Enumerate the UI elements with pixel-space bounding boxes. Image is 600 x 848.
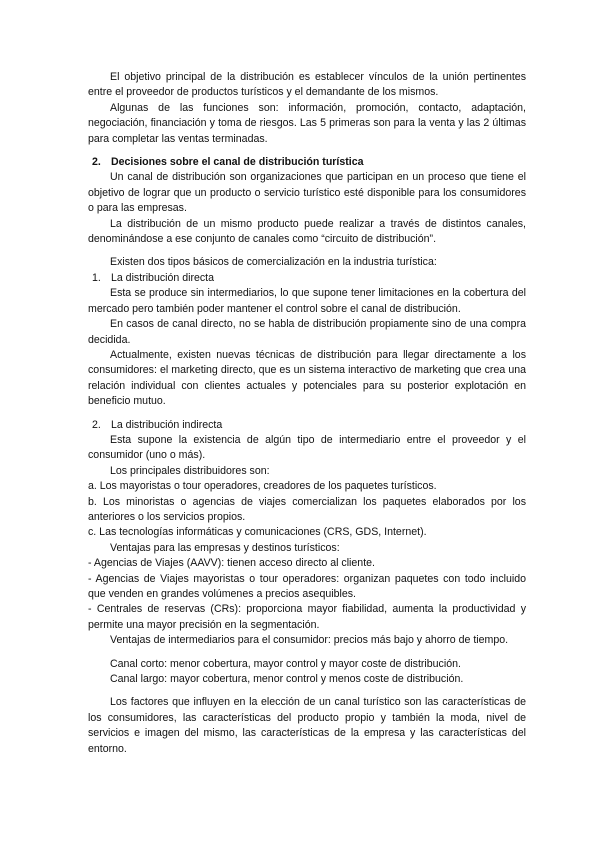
section-number: 2.	[92, 156, 101, 169]
advantage-item: - Agencias de Viajes mayoristas o tour operadores: organizan paquetes con todo incluido que venden en grandes volúmenes a precios asequibles.	[88, 572, 526, 600]
indirect-title: La distribución indirecta	[110, 418, 223, 431]
distributor-item: c. Las tecnologías informáticas y comunicaciones (CRS, GDS, Internet).	[88, 526, 427, 539]
consumer-advantages: Ventajas de intermediarios para el consumidor: precios más bajo y ahorro de tiempo.	[110, 634, 509, 647]
section-paragraph-3: Existen dos tipos básicos de comercialización en la industria turística:	[110, 256, 437, 269]
direct-paragraph-3: Actualmente, existen nuevas técnicas de distribución para llegar directamente a los consumidores: el marketing directo, que es un sistema interactivo de marketing que crea una relación individual con clientes actuales y potenciales para su posterior explotación en beneficio mutuo.	[88, 348, 526, 408]
intro-paragraph-2: Algunas de las funciones son: información, promoción, contacto, adaptación, negociación, financiación y toma de riesgos. Las 5 primeras son para la venta y las 2 últimas para completar las ventas terminadas.	[88, 101, 526, 145]
indirect-number: 2.	[92, 418, 101, 431]
channel-short: Canal corto: menor cobertura, mayor control y mayor coste de distribución.	[110, 657, 461, 670]
channel-long: Canal largo: mayor cobertura, menor control y menos coste de distribución.	[110, 673, 464, 686]
advantages-title: Ventajas para las empresas y destinos turísticos:	[110, 541, 340, 554]
indirect-paragraph-2: Los principales distribuidores son:	[110, 464, 270, 477]
direct-paragraph-2: En casos de canal directo, no se habla de distribución propiamente sino de una compra decidida.	[88, 318, 526, 346]
direct-paragraph-1: Esta se produce sin intermediarios, lo que supone tener limitaciones en la cobertura del mercado pero también poder mantener el control sobre el canal de distribución.	[88, 287, 526, 315]
intro-paragraph-1: El objetivo principal de la distribución es establecer vínculos de la unión pertinentes entre el proveedor de productos turísticos y el demandante de los mismos.	[88, 71, 526, 99]
section-heading	[88, 155, 526, 170]
section-paragraph-1: Un canal de distribución son organizaciones que participan en un proceso que tiene el objetivo de lograr que un producto o servicio turístico esté disponible para los consumidores o para las empresas.	[88, 171, 526, 215]
indirect-heading	[88, 418, 526, 433]
direct-title: La distribución directa	[110, 271, 215, 284]
advantage-item: - Centrales de reservas (CRs): proporciona mayor fiabilidad, aumenta la productividad y permite una mayor precisión en la segmentación.	[88, 603, 526, 631]
indirect-paragraph-1: Esta supone la existencia de algún tipo de intermediario entre el proveedor y el consumidor (uno o más).	[88, 433, 526, 462]
distributor-item: a. Los mayoristas o tour operadores, creadores de los paquetes turísticos.	[88, 480, 437, 493]
direct-number: 1.	[92, 271, 101, 284]
section-paragraph-2: La distribución de un mismo producto puede realizar a través de distintos canales, denominándose a ese conjunto de canales como “circuito de distribución”.	[88, 217, 526, 246]
section-title: Decisiones sobre el canal de distribución turística	[110, 156, 364, 169]
direct-heading	[88, 271, 526, 286]
advantage-item: - Agencias de Viajes (AAVV): tienen acceso directo al cliente.	[88, 557, 375, 570]
distributor-item: b. Los minoristas o agencias de viajes comercializan los paquetes elaborados por los anteriores o los servicios propios.	[88, 495, 526, 523]
closing-paragraph: Los factores que influyen en la elección de un canal turístico son las características de los consumidores, las características del producto propio y también la moda, nivel de servicios e imagen del mismo, las características de la empresa y las características del entorno.	[88, 696, 526, 755]
